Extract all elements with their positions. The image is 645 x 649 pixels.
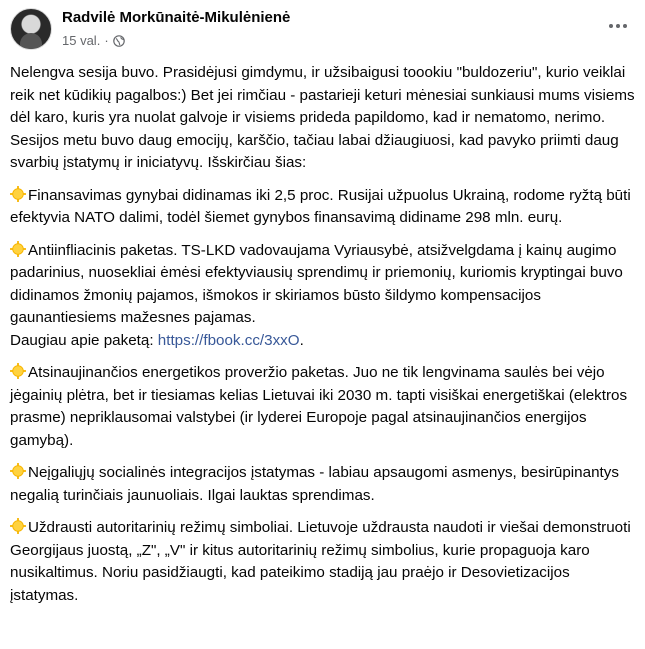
more-info-label: Daugiau apie paketą: <box>10 331 158 349</box>
list-item <box>10 462 635 507</box>
item-text: Neįgaliųjų socialinės integracijos įstatymas - labiau apsaugomi asmenys, besirūpinantys negalią turinčiais jaunuoliais. Ilgai lauktas sprendimas. <box>10 464 619 504</box>
avatar-silhouette <box>20 33 42 50</box>
sun-emoji-icon <box>10 518 26 534</box>
intro-paragraph: Nelengva sesija buvo. Prasidėjusi gimdymu, ir užsibaigusi toookiu "buldozeriu", kurio veiklai reik net kūdikių pagalbos:) Bet jei rimčiau - pastarieji keturi mėnesiai sunkiausi mums visiems dėl karo, kuris yra nuolat galvoje ir visiems prideda papildomo, kad ir nematomo, nerimo. Sesijos metu buvo daug emocijų, karščio, tačiau labai džiaugiuosi, kad pavyko priimti daug svarbių įstatymų ir iniciatyvų. Išskirčiau šias: <box>10 64 635 171</box>
item-text: Antiinfliacinis paketas. TS-LKD vadovaujama Vyriausybė, atsižvelgdama į kainų augimo padarinius, nuosekliai ėmėsi efektyviausių sprendimų ir priemonių, kuriomis kryptingai buvo didinamos žmonių pajamos, išmokos ir skiriamos būsto šildymo kompensacijos gaunantiesiems mažesnes pajamas. <box>10 241 623 326</box>
meta-separator: · <box>104 33 109 48</box>
list-item <box>10 240 635 353</box>
more-options-button[interactable] <box>603 14 633 38</box>
item-text: Atsinaujinančios energetikos proveržio paketas. Juo ne tik lengvinama saulės bei vėjo jėgainių plėtra, bet ir tiesiamas kelias Lietuvai iki 2030 m. tapti visiškai energetiškai (elektros prasme) nepriklausomai valstybei (ir lyderei Europoje pagal atsinaujinančios energijos gamybą). <box>10 364 628 449</box>
sun-emoji-icon <box>10 363 26 379</box>
item-text: Uždrausti autoritarinių režimų simboliai. Lietuvoje uždrausta naudoti ir viešai demonstruoti Georgijaus juostą, „Z", „V" ir kitus autoritarinių režimų simbolius, kurie propaguoja karo nusikaltimus. Noriu pasidžiaugti, kad pateikimo stadiją jau praėjo ir Desovietizacijos įstatymas. <box>10 519 631 604</box>
more-info-suffix: . <box>299 331 304 349</box>
list-item <box>10 185 635 230</box>
more-options-icon <box>609 24 613 28</box>
item-text: Finansavimas gynybai didinamas iki 2,5 proc. Rusijai užpuolus Ukrainą, rodome ryžtą būti efektyvia NATO dalimi, todėl šiemet gynybos finansavimą didiname 298 mln. eurų. <box>10 186 631 226</box>
post-header <box>10 8 635 54</box>
list-item <box>10 517 635 607</box>
post-timestamp[interactable]: 15 val. <box>62 33 101 48</box>
post-meta <box>62 33 125 48</box>
globe-icon[interactable] <box>113 35 125 47</box>
sun-emoji-icon <box>10 241 26 257</box>
sun-emoji-icon <box>10 463 26 479</box>
list-item <box>10 362 635 452</box>
sun-emoji-icon <box>10 186 26 202</box>
more-options-icon <box>616 24 620 28</box>
post-text <box>10 62 635 617</box>
author-avatar[interactable] <box>10 8 52 50</box>
more-options-icon <box>623 24 627 28</box>
package-link[interactable]: https://fbook.cc/3xxO <box>157 331 300 349</box>
author-name[interactable]: Radvilė Morkūnaitė-Mikulėnienė <box>62 9 291 26</box>
